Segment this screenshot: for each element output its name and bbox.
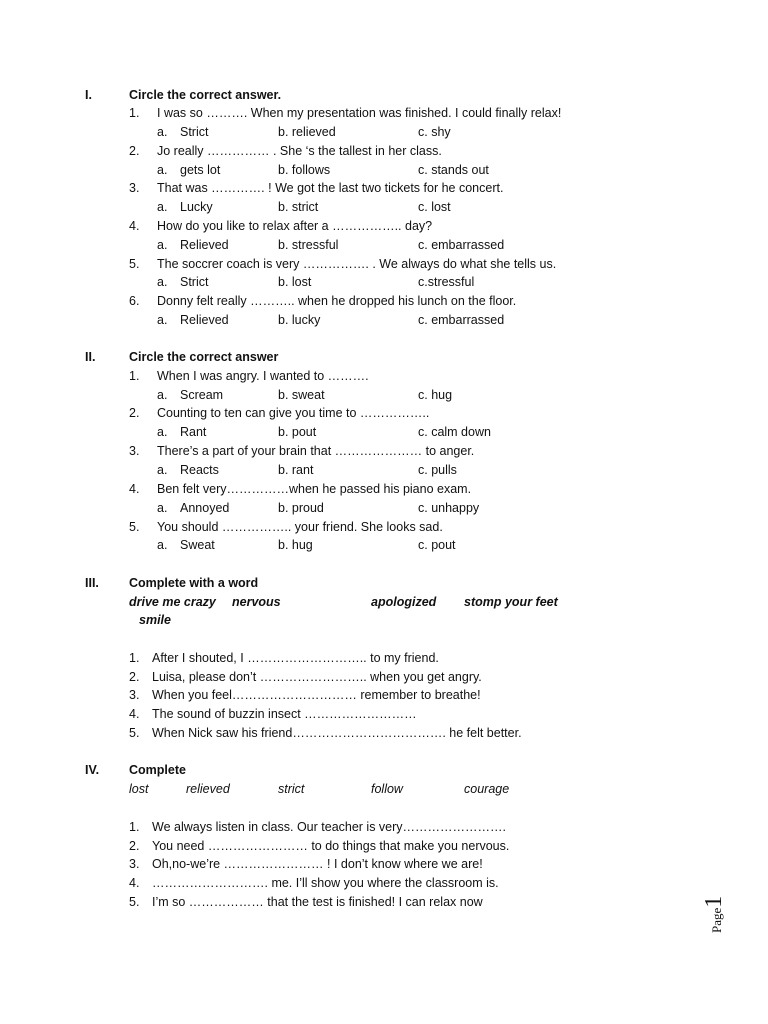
question-number: 3.: [129, 444, 140, 458]
option-a-label: a.: [157, 313, 168, 327]
option-b: b. follows: [278, 163, 331, 177]
option-b: b. rant: [278, 463, 314, 477]
option-b: b. pout: [278, 425, 317, 439]
question-text: I was so ………. When my presentation was finished. I could finally relax!: [157, 106, 562, 120]
word-bank-item: follow: [371, 782, 403, 796]
option-a-label: a.: [157, 275, 168, 289]
option-b: b. hug: [278, 538, 313, 552]
item-text: You need …………………… to do things that make you nervous.: [152, 839, 510, 853]
option-a: Rant: [180, 425, 207, 439]
option-a: Annoyed: [180, 501, 230, 515]
item-number: 1.: [129, 651, 140, 665]
section-title: Complete with a word: [129, 576, 259, 590]
option-a-label: a.: [157, 238, 168, 252]
section-title: Circle the correct answer: [129, 350, 279, 364]
question-number: 3.: [129, 181, 140, 195]
question-number: 6.: [129, 294, 140, 308]
section-title: Circle the correct answer.: [129, 88, 282, 102]
item-text: The sound of buzzin insect ………………………: [152, 707, 417, 721]
section-number: I.: [85, 88, 92, 102]
question-text: The soccrer coach is very ……………. . We always do what she tells us.: [157, 257, 557, 271]
item-text: After I shouted, I ……………………….. to my friend.: [152, 651, 439, 665]
option-a: Scream: [180, 388, 224, 402]
item-text: When you feel………………………… remember to breathe!: [152, 688, 481, 702]
page-word: Page: [709, 907, 724, 933]
option-b: b. strict: [278, 200, 319, 214]
item-number: 2.: [129, 670, 140, 684]
option-b: b. lost: [278, 275, 312, 289]
option-c: c. stands out: [418, 163, 489, 177]
item-text: When Nick saw his friend………………………………. he felt better.: [152, 726, 522, 740]
question-number: 4.: [129, 219, 140, 233]
question-text: Jo really …………… . She ‘s the tallest in her class.: [157, 144, 442, 158]
option-c: c. shy: [418, 125, 451, 139]
word-bank-item: courage: [464, 782, 510, 796]
question-number: 2.: [129, 144, 140, 158]
item-text: We always listen in class. Our teacher is very…………………….: [152, 820, 507, 834]
item-number: 2.: [129, 839, 140, 853]
question-text: There’s a part of your brain that ………………… to anger.: [157, 444, 475, 458]
question-number: 1.: [129, 369, 140, 383]
option-a-label: a.: [157, 200, 168, 214]
section-number: III.: [85, 576, 99, 590]
option-c: c. embarrassed: [418, 238, 505, 252]
question-number: 5.: [129, 520, 140, 534]
item-number: 5.: [129, 726, 140, 740]
option-a-label: a.: [157, 463, 168, 477]
option-a: Sweat: [180, 538, 215, 552]
question-number: 4.: [129, 482, 140, 496]
option-c: c. pout: [418, 538, 456, 552]
option-b: b. stressful: [278, 238, 339, 252]
item-number: 5.: [129, 895, 140, 909]
option-a-label: a.: [157, 425, 168, 439]
section-title: Complete: [129, 763, 186, 777]
option-a: Lucky: [180, 200, 213, 214]
question-text: Donny felt really ……….. when he dropped his lunch on the floor.: [157, 294, 517, 308]
page-number: 1: [701, 895, 727, 908]
option-c: c. embarrassed: [418, 313, 505, 327]
word-bank-item: relieved: [186, 782, 230, 796]
question-number: 2.: [129, 406, 140, 420]
option-a: Reacts: [180, 463, 219, 477]
option-a: Relieved: [180, 238, 229, 252]
question-number: 5.: [129, 257, 140, 271]
option-b: b. lucky: [278, 313, 321, 327]
item-text: Oh,no-we’re …………………… ! I don’t know where we are!: [152, 857, 483, 871]
option-a-label: a.: [157, 538, 168, 552]
option-a-label: a.: [157, 125, 168, 139]
option-b: b. sweat: [278, 388, 325, 402]
option-c: c. calm down: [418, 425, 491, 439]
option-a: Strict: [180, 275, 209, 289]
word-bank-item: apologized: [371, 595, 437, 609]
option-c: c. lost: [418, 200, 451, 214]
word-bank-item: drive me crazy: [129, 595, 216, 609]
option-c: c. unhappy: [418, 501, 480, 515]
option-b: b. proud: [278, 501, 324, 515]
option-c: c. hug: [418, 388, 453, 402]
item-number: 3.: [129, 857, 140, 871]
option-c: c. pulls: [418, 463, 457, 477]
page-number-label: [701, 889, 747, 933]
option-c: c.stressful: [418, 275, 475, 289]
question-number: 1.: [129, 106, 140, 120]
item-number: 4.: [129, 707, 140, 721]
item-number: 4.: [129, 876, 140, 890]
item-text: ………………………. me. I’ll show you where the classroom is.: [152, 876, 499, 890]
question-text: That was …………. ! We got the last two tickets for he concert.: [157, 181, 504, 195]
item-number: 1.: [129, 820, 140, 834]
item-number: 3.: [129, 688, 140, 702]
question-text: Counting to ten can give you time to ……………..: [157, 406, 430, 420]
item-text: I’m so ……………… that the test is finished! I can relax now: [152, 895, 483, 909]
word-bank-item: nervous: [232, 595, 281, 609]
option-a-label: a.: [157, 388, 168, 402]
option-a-label: a.: [157, 163, 168, 177]
section-number: II.: [85, 350, 96, 364]
section-number: IV.: [85, 763, 100, 777]
option-a: Strict: [180, 125, 209, 139]
option-a-label: a.: [157, 501, 168, 515]
word-bank-item: strict: [278, 782, 305, 796]
word-bank-item: smile: [139, 613, 171, 627]
question-text: Ben felt very……………when he passed his piano exam.: [157, 482, 472, 496]
option-a: gets lot: [180, 163, 221, 177]
option-b: b. relieved: [278, 125, 336, 139]
option-a: Relieved: [180, 313, 229, 327]
question-text: You should …………….. your friend. She looks sad.: [157, 520, 443, 534]
word-bank-item: lost: [129, 782, 149, 796]
item-text: Luisa, please don’t …………………….. when you get angry.: [152, 670, 482, 684]
question-text: When I was angry. I wanted to ……….: [157, 369, 369, 383]
word-bank-item: stomp your feet: [464, 595, 558, 609]
question-text: How do you like to relax after a …………….. day?: [157, 219, 433, 233]
